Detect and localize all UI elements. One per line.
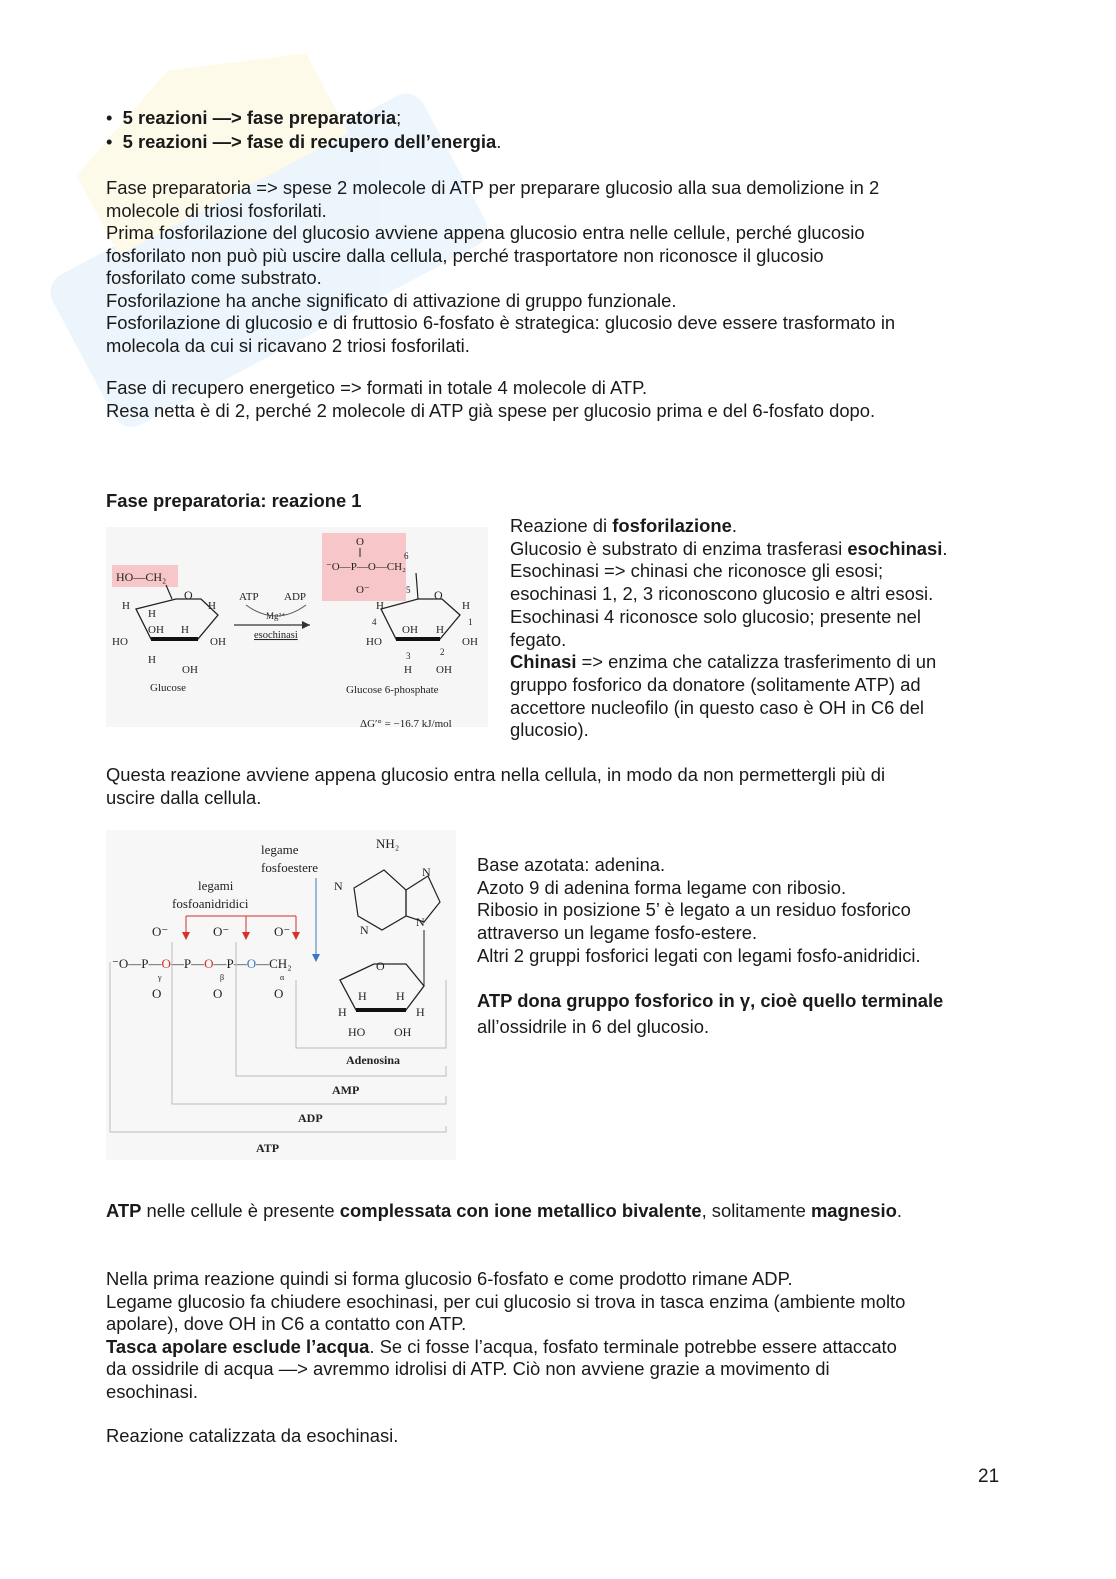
svg-text:H: H — [181, 624, 189, 636]
svg-text:OH: OH — [462, 636, 478, 648]
svg-text:O: O — [213, 986, 223, 1001]
svg-text:H: H — [358, 989, 367, 1003]
delta-g-label: ΔG′° = −16.7 kJ/mol — [360, 718, 452, 727]
svg-text:O: O — [184, 588, 193, 602]
paragraph-finale: Nella prima reazione quindi si forma glucosio 6-fosfato e come prodotto rimane ADP. Legame glucosio fa chiudere esochinasi, per cui glucosio si trova in tasca enzima (ambiente molto apolare), dove OH in C6 a contatto con ATP. Tasca apolare esclude l’acqua. Se ci fosse l’acqua, fosfato terminale potrebbe essere attaccato da ossidrile di acqua —> avremmo idrolisi di ATP. Ciò non avviene grazie a movimento di esochinasi. Reazione catalizzata da esochinasi. — [106, 1268, 906, 1446]
svg-text:ATP: ATP — [239, 591, 259, 603]
atp-label: ATP — [256, 1141, 280, 1155]
reaction-description: Reazione di fosforilazione. Glucosio è substrato di enzima trasferasi esochinasi. Esochinasi => chinasi che riconosce gli esosi; esochinasi 1, 2, 3 riconoscono glucosio e altri esosi. Esochinasi 4 riconosce solo glucosio; presente nel fegato. Chinasi => enzima che catalizza trasferimento di un gruppo fosforico da donatore (solitamente ATP) ad accettore nucleofilo (in questo caso è OH in C6 del glucosio). — [510, 515, 948, 741]
svg-text:OH: OH — [402, 624, 418, 636]
adp-label: ADP — [298, 1111, 323, 1125]
paragraph-fase-recupero: Fase di recupero energetico => formati in totale 4 molecole di ATP. Resa netta è di 2, perché 2 molecole di ATP già spese per glucosio prima e del 6-fosfato dopo. — [106, 377, 876, 421]
svg-text:O⁻: O⁻ — [274, 924, 291, 939]
svg-text:H: H — [462, 600, 470, 612]
svg-text:H: H — [148, 654, 156, 666]
svg-text:O: O — [152, 986, 162, 1001]
svg-text:fosfoanidridici: fosfoanidridici — [172, 896, 249, 911]
svg-text:OH: OH — [210, 636, 226, 648]
svg-text:O⁻: O⁻ — [213, 924, 230, 939]
section-heading: Fase preparatoria: reazione 1 — [106, 490, 362, 511]
bullet-list — [106, 106, 501, 154]
svg-text:6: 6 — [404, 551, 409, 561]
svg-text:Mg²⁺: Mg²⁺ — [266, 611, 286, 621]
svg-text:OH: OH — [182, 664, 198, 676]
svg-text:legame: legame — [261, 842, 299, 857]
amp-label: AMP — [332, 1083, 360, 1097]
svg-text:OH: OH — [436, 664, 452, 676]
atp-description: Base azotata: adenina. Azoto 9 di adenina forma legame con ribosio. Ribosio in posizione 5’ è legato a un residuo fosforico attraverso un legame fosfo-estere. Altri 2 gruppi fosforici legati con legami fosfo-anidridici. ATP dona gruppo fosforico in γ, cioè quello terminale all’ossidrile in 6 del glucosio. — [477, 854, 944, 1038]
svg-text:H: H — [122, 600, 130, 612]
svg-text:4: 4 — [372, 617, 377, 627]
enzyme-label: esochinasi — [254, 630, 298, 641]
atp-structure-figure — [106, 830, 456, 1160]
svg-text:3: 3 — [406, 651, 411, 661]
svg-text:OH: OH — [394, 1025, 412, 1039]
paragraph-magnesio: ATP nelle cellule è presente complessata con ione metallico bivalente, solitamente magnesio. — [106, 1200, 902, 1221]
svg-text:fosfoestere: fosfoestere — [261, 860, 319, 875]
svg-text:H: H — [416, 1005, 425, 1019]
svg-text:HO: HO — [366, 636, 382, 648]
svg-text:β: β — [220, 973, 225, 982]
svg-text:HO—CH₂: HO—CH₂ — [116, 570, 167, 584]
svg-text:O: O — [274, 986, 284, 1001]
svg-text:O: O — [376, 959, 385, 973]
paragraph-fase-preparatoria: Fase preparatoria => spese 2 molecole di ATP per preparare glucosio alla sua demolizione in 2 molecole di triosi fosforilati. Prima fosforilazione del glucosio avviene appena glucosio entra nelle cellule, perché glucosio fosforilato non può più uscire dalla cellula, perché trasportatore non riconosce il glucosio fosforilato come substrato. Fosforilazione ha anche significato di attivazione di gruppo funzionale. Fosforilazione di glucosio e di fruttosio 6-fosfato è strategica: glucosio deve essere trasformato in molecola da cui si ricavano 2 triosi fosforilati. — [106, 177, 896, 356]
svg-text:H: H — [376, 600, 384, 612]
svg-text:H: H — [148, 608, 156, 620]
svg-text:N: N — [360, 923, 369, 937]
svg-text:O: O — [356, 536, 364, 548]
page-number: 21 — [978, 1466, 1000, 1487]
svg-text:HO: HO — [348, 1025, 366, 1039]
svg-text:N: N — [334, 879, 343, 893]
svg-text:N: N — [416, 915, 425, 929]
svg-text:O: O — [434, 588, 443, 602]
svg-text:⁻O—P—O—CH₂: ⁻O—P—O—CH₂ — [326, 561, 406, 573]
svg-text:H: H — [338, 1005, 347, 1019]
hexokinase-reaction-figure — [106, 527, 488, 727]
g6p-label: Glucose 6-phosphate — [346, 684, 439, 696]
svg-text:legami: legami — [198, 878, 234, 893]
svg-text:OH: OH — [148, 624, 164, 636]
svg-text:H: H — [208, 600, 216, 612]
paragraph-cellula: Questa reazione avviene appena glucosio entra nella cellula, in modo da non permettergli più di uscire dalla cellula. — [106, 764, 886, 808]
svg-text:H: H — [396, 989, 405, 1003]
svg-text:O⁻: O⁻ — [356, 584, 370, 596]
svg-text:γ: γ — [158, 973, 162, 982]
glucose-label: Glucose — [150, 682, 187, 694]
svg-text:H: H — [436, 624, 444, 636]
bullet-item: • 5 reazioni —> fase preparatoria; — [106, 107, 402, 128]
adenosina-label: Adenosina — [346, 1053, 401, 1067]
svg-text:H: H — [404, 664, 412, 676]
svg-text:5: 5 — [406, 585, 411, 595]
svg-text:NH₂: NH₂ — [376, 836, 400, 851]
svg-text:1: 1 — [468, 617, 473, 627]
svg-text:⁻O—P—O—P—O—P—O—CH₂: ⁻O—P—O—P—O—P—O—CH₂ — [112, 956, 292, 971]
svg-text:α: α — [280, 973, 285, 982]
svg-text:2: 2 — [440, 647, 445, 657]
bullet-item: • 5 reazioni —> fase di recupero dell’energia. — [106, 131, 502, 152]
svg-text:N: N — [422, 865, 431, 879]
svg-text:ADP: ADP — [284, 591, 307, 603]
svg-text:HO: HO — [112, 636, 128, 648]
svg-text:O⁻: O⁻ — [152, 924, 169, 939]
